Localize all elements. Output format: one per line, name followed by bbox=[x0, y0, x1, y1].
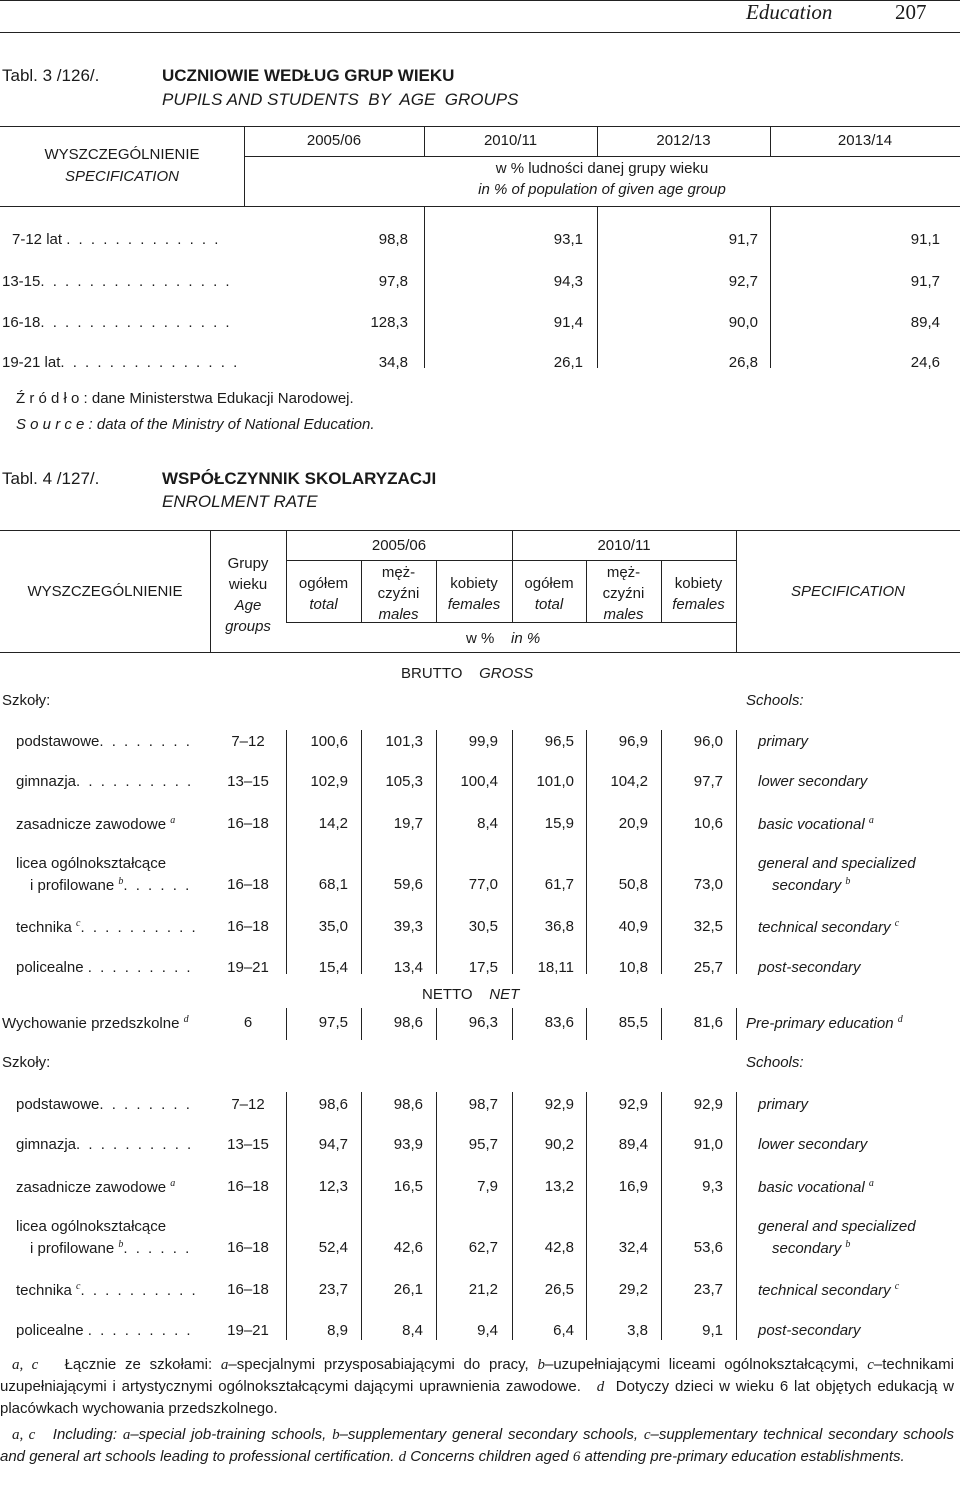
value-2005-females: 95,7 bbox=[468, 1136, 498, 1153]
table4-year-2010: 2010/11 bbox=[597, 537, 651, 554]
table3-year-2010: 2010/11 bbox=[483, 132, 538, 149]
row-label-cont: i profilowane bbox=[30, 877, 115, 894]
value-2010-females: 81,6 bbox=[693, 1014, 723, 1031]
value-2005-males: 8,4 bbox=[402, 1322, 423, 1339]
value-2010-males: 96,9 bbox=[618, 733, 648, 750]
col-males-en: males bbox=[603, 606, 644, 623]
table3-source-pl bbox=[16, 390, 354, 407]
age-group: 16–18 bbox=[227, 815, 269, 832]
table3-spec-en: SPECIFICATION bbox=[65, 168, 179, 185]
value-2010-females: 23,7 bbox=[693, 1281, 723, 1298]
col-total-b bbox=[512, 573, 586, 615]
value-2005-total: 102,9 bbox=[310, 773, 348, 790]
value-2010-males: 85,5 bbox=[618, 1014, 648, 1031]
col-total-en: total bbox=[534, 596, 564, 613]
value-2013: 24,6 bbox=[910, 354, 940, 371]
leader-dots: . . . . . . . . . . . . . . . . bbox=[40, 314, 232, 331]
value-2010-total: 90,2 bbox=[544, 1136, 574, 1153]
row-label: licea ogólnokształcące bbox=[16, 1218, 167, 1235]
footnote-mark: c bbox=[76, 918, 81, 929]
table3-title-en: PUPILS AND STUDENTS BY AGE GROUPS bbox=[162, 90, 519, 109]
col-age-l2: wieku bbox=[228, 576, 268, 593]
col-males-pl1: męż- bbox=[381, 564, 416, 581]
value-2010-males: 10,8 bbox=[618, 959, 648, 976]
row-label: podstawowe bbox=[16, 1096, 100, 1113]
unit-pl: w % bbox=[466, 630, 495, 647]
value-2010-total: 6,4 bbox=[553, 1322, 574, 1339]
footnote-mark: a bbox=[868, 815, 874, 826]
value-2005-males: 19,7 bbox=[393, 815, 423, 832]
value-2010: 93,1 bbox=[553, 231, 583, 248]
footnote-text: Łącznie ze szkołami: bbox=[64, 1356, 213, 1373]
table3-title-pl: UCZNIOWIE WEDŁUG GRUP WIEKU bbox=[162, 66, 455, 85]
leader-dots: . . . . . . . . . . bbox=[80, 919, 198, 936]
table3-unit-en: in % of population of given age group bbox=[478, 181, 726, 198]
value-2005-males: 39,3 bbox=[393, 918, 423, 935]
value-2005: 97,8 bbox=[378, 273, 408, 290]
value-2010-males: 50,8 bbox=[618, 876, 648, 893]
value-2010-total: 15,9 bbox=[544, 815, 574, 832]
age-group: 16–18 bbox=[227, 1178, 269, 1195]
value-2005-males: 101,3 bbox=[385, 733, 423, 750]
source-text-pl: dane Ministerstwa Edukacji Narodowej. bbox=[91, 390, 354, 407]
footnote-mark-b: b bbox=[537, 1357, 545, 1373]
schools-label-pl: Szkoły: bbox=[2, 692, 51, 709]
value-2005-females: 100,4 bbox=[460, 773, 498, 790]
leader-dots: . . . . . . . . . bbox=[87, 959, 193, 976]
value-2005-males: 42,6 bbox=[393, 1239, 423, 1256]
value-2012: 26,8 bbox=[728, 354, 758, 371]
value-2010-males: 104,2 bbox=[610, 773, 648, 790]
age-group: 6 bbox=[243, 1014, 253, 1031]
value-2010: 26,1 bbox=[553, 354, 583, 371]
footnote-mark-c: c bbox=[643, 1427, 651, 1443]
col-age-l3: Age bbox=[234, 597, 262, 614]
leader-dots: . . . . . . bbox=[123, 877, 192, 894]
row-label-en-cont: secondary bbox=[772, 877, 842, 894]
row-label-en: general and specialized bbox=[758, 855, 916, 872]
footnote-marks: a, c bbox=[12, 1357, 39, 1373]
age-group: 7–12 bbox=[231, 733, 265, 750]
table3-spec-pl: WYSZCZEGÓLNIENIE bbox=[44, 146, 200, 163]
value-2010-total: 26,5 bbox=[544, 1281, 574, 1298]
leader-dots: . . . . . . . . . . . . . . . bbox=[60, 354, 240, 371]
running-header-section: Education bbox=[746, 0, 833, 24]
table4-spec-en: SPECIFICATION bbox=[791, 583, 905, 600]
row-label: 13-15 bbox=[2, 273, 41, 290]
table4-title-pl: WSPÓŁCZYNNIK SKOLARYZACJI bbox=[162, 469, 437, 488]
footnote-mark-d: d bbox=[596, 1379, 605, 1395]
col-males-b bbox=[586, 562, 661, 625]
table3-year-2005: 2005/06 bbox=[306, 132, 362, 149]
footnote-mark: b bbox=[845, 876, 851, 887]
value-2010-males: 29,2 bbox=[618, 1281, 648, 1298]
value-2010-males: 92,9 bbox=[618, 1096, 648, 1113]
footnote-mark-d: d bbox=[398, 1449, 407, 1465]
value-2010-total: 101,0 bbox=[536, 773, 574, 790]
footnote-mark-c: c bbox=[867, 1357, 874, 1373]
footnote-pl bbox=[0, 1354, 954, 1419]
footnote-text: –uzupełniającymi liceami ogólnokształcącymi, bbox=[544, 1356, 859, 1373]
value-2005-females: 99,9 bbox=[468, 733, 498, 750]
value-2005-females: 17,5 bbox=[468, 959, 498, 976]
row-label: policealne bbox=[16, 959, 84, 976]
value-2010-males: 40,9 bbox=[618, 918, 648, 935]
page-number: 207 bbox=[895, 0, 927, 24]
value-2013: 91,1 bbox=[910, 231, 940, 248]
row-label: 19-21 lat bbox=[2, 354, 61, 371]
footnote-text: attending pre-primary education establishments. bbox=[584, 1448, 905, 1465]
unit-label bbox=[466, 630, 540, 647]
col-males-en: males bbox=[378, 606, 419, 623]
footnote-marks: a, c bbox=[12, 1427, 36, 1443]
value-2010-total: 42,8 bbox=[544, 1239, 574, 1256]
value-2005: 98,8 bbox=[378, 231, 408, 248]
value-2010-total: 83,6 bbox=[544, 1014, 574, 1031]
source-label-en: S o u r c e : bbox=[16, 416, 93, 433]
footnote-mark-a: a bbox=[220, 1357, 229, 1373]
value-2005-total: 35,0 bbox=[318, 918, 348, 935]
col-males-pl1: męż- bbox=[606, 564, 641, 581]
col-females-a bbox=[436, 573, 512, 615]
value-2010-females: 92,9 bbox=[693, 1096, 723, 1113]
gross-pl: BRUTTO bbox=[401, 665, 463, 682]
leader-dots: . . . . . . . . . . . . . . . . bbox=[40, 273, 232, 290]
row-label-en: post-secondary bbox=[758, 1322, 861, 1339]
value-2012: 91,7 bbox=[728, 231, 758, 248]
row-label-en: lower secondary bbox=[758, 1136, 868, 1153]
value-2010-females: 53,6 bbox=[693, 1239, 723, 1256]
col-females-en: females bbox=[447, 596, 501, 613]
row-label-en: general and specialized bbox=[758, 1218, 916, 1235]
value-2010-females: 9,3 bbox=[702, 1178, 723, 1195]
value-2005-total: 23,7 bbox=[318, 1281, 348, 1298]
row-label: zasadnicze zawodowe bbox=[16, 816, 167, 833]
footnote-text: Including: bbox=[52, 1426, 117, 1443]
schools-label-en-net: Schools: bbox=[746, 1054, 804, 1071]
source-label-pl: Ź r ó d ł o : bbox=[16, 390, 88, 407]
footnote-mark: a bbox=[170, 1178, 176, 1189]
value-2010-males: 3,8 bbox=[627, 1322, 648, 1339]
row-label: zasadnicze zawodowe bbox=[16, 1179, 167, 1196]
value-2005: 128,3 bbox=[370, 314, 408, 331]
value-2005-males: 93,9 bbox=[393, 1136, 423, 1153]
net-pl: NETTO bbox=[422, 986, 473, 1003]
footnote-text: Dotyczy dzieci w wieku 6 lat objętych edukacją w placówkach wychowania przedszkolnego. bbox=[0, 1378, 954, 1417]
row-label: policealne bbox=[16, 1322, 84, 1339]
age-group: 19–21 bbox=[227, 1322, 269, 1339]
schools-label-pl-net: Szkoły: bbox=[2, 1054, 51, 1071]
footnote-mark: b bbox=[118, 1239, 124, 1250]
value-2013: 89,4 bbox=[910, 314, 940, 331]
age-group: 16–18 bbox=[227, 918, 269, 935]
footnote-mark: c bbox=[76, 1281, 81, 1292]
age-group: 7–12 bbox=[231, 1096, 265, 1113]
value-2010-females: 32,5 bbox=[693, 918, 723, 935]
row-label-en: technical secondary bbox=[758, 919, 891, 936]
value-2010-males: 32,4 bbox=[618, 1239, 648, 1256]
col-age-l1: Grupy bbox=[227, 555, 269, 572]
col-females-pl: kobiety bbox=[450, 575, 498, 592]
footnote-number: 6 bbox=[572, 1449, 581, 1465]
age-group: 16–18 bbox=[227, 1281, 269, 1298]
row-label-en: basic vocational bbox=[758, 816, 865, 833]
col-females-pl: kobiety bbox=[674, 575, 723, 592]
footnote-en bbox=[0, 1424, 954, 1468]
value-2005-total: 8,9 bbox=[327, 1322, 348, 1339]
row-label-cont: i profilowane bbox=[30, 1240, 115, 1257]
footnote-mark: b bbox=[845, 1239, 851, 1250]
value-2005-total: 68,1 bbox=[318, 876, 348, 893]
table4-spec-pl: WYSZCZEGÓLNIENIE bbox=[27, 583, 183, 600]
value-2010-males: 89,4 bbox=[618, 1136, 648, 1153]
row-label: podstawowe bbox=[16, 733, 100, 750]
footnote-text: –technikami uzupełniającymi i artystycznymi ogólnokształcącymi dającymi uprawnienia zawodowe. bbox=[0, 1356, 954, 1395]
leader-dots: . . . . . . . . . . bbox=[76, 1136, 194, 1153]
value-2005-females: 7,9 bbox=[477, 1178, 498, 1195]
col-males-pl2: czyźni bbox=[602, 585, 645, 602]
footnote-mark: a bbox=[868, 1178, 874, 1189]
leader-dots: . . . . . . . . bbox=[99, 1096, 192, 1113]
footnote-mark: b bbox=[118, 876, 124, 887]
footnote-text: –supplementary technical secondary schools and general art schools leading to professional certification. bbox=[0, 1426, 955, 1465]
leader-dots: . . . . . . . . . . bbox=[76, 773, 194, 790]
col-age-l4: groups bbox=[225, 618, 271, 635]
footnote-text: –special job-training schools, bbox=[130, 1426, 327, 1443]
col-age-groups bbox=[210, 553, 286, 637]
value-2005-total: 98,6 bbox=[318, 1096, 348, 1113]
value-2005-total: 100,6 bbox=[310, 733, 348, 750]
value-2012: 90,0 bbox=[728, 314, 758, 331]
value-2010-females: 73,0 bbox=[693, 876, 723, 893]
footnote-text: –specjalnymi przysposabiającymi do pracy, bbox=[228, 1356, 529, 1373]
leader-dots: . . . . . . . . . bbox=[87, 1322, 193, 1339]
row-label: technika bbox=[16, 919, 72, 936]
footnote-mark-b: b bbox=[332, 1427, 340, 1443]
age-group: 16–18 bbox=[227, 876, 269, 893]
value-2010: 91,4 bbox=[553, 314, 583, 331]
age-group: 19–21 bbox=[227, 959, 269, 976]
col-total-pl: ogółem bbox=[298, 575, 349, 592]
value-2005-total: 94,7 bbox=[318, 1136, 348, 1153]
row-label: 7-12 lat bbox=[12, 231, 63, 248]
col-males-pl2: czyźni bbox=[377, 585, 420, 602]
row-label: 16-18 bbox=[2, 314, 41, 331]
col-males-a bbox=[361, 562, 436, 625]
col-females-b bbox=[661, 573, 736, 615]
row-label: gimnazja bbox=[16, 773, 77, 790]
table3-source-en bbox=[16, 416, 375, 433]
row-label-en: post-secondary bbox=[758, 959, 861, 976]
footnote-mark-a: a bbox=[122, 1427, 131, 1443]
row-label-en: basic vocational bbox=[758, 1179, 865, 1196]
value-2010-total: 96,5 bbox=[544, 733, 574, 750]
table4-title-en: ENROLMENT RATE bbox=[162, 492, 318, 511]
value-2005-total: 12,3 bbox=[318, 1178, 348, 1195]
footnote-mark: c bbox=[894, 918, 900, 929]
value-2010-females: 97,7 bbox=[693, 773, 723, 790]
table3-label: Tabl. 3 /126/. bbox=[2, 66, 100, 85]
row-label-en: lower secondary bbox=[758, 773, 868, 790]
value-2005-females: 8,4 bbox=[477, 815, 498, 832]
section-gross bbox=[401, 665, 533, 682]
col-total-en: total bbox=[309, 596, 338, 613]
age-group: 13–15 bbox=[227, 1136, 269, 1153]
value-2010: 94,3 bbox=[553, 273, 583, 290]
value-2005-total: 97,5 bbox=[318, 1014, 348, 1031]
col-total-pl: ogółem bbox=[524, 575, 574, 592]
value-2010-females: 96,0 bbox=[693, 733, 723, 750]
unit-en: in % bbox=[511, 630, 541, 647]
leader-dots: . . . . . . . . . . . . . bbox=[66, 231, 221, 248]
value-2010-females: 91,0 bbox=[693, 1136, 723, 1153]
value-2010-females: 25,7 bbox=[693, 959, 723, 976]
value-2005-males: 26,1 bbox=[393, 1281, 423, 1298]
value-2005-females: 30,5 bbox=[468, 918, 498, 935]
table4-label: Tabl. 4 /127/. bbox=[2, 469, 100, 488]
leader-dots: . . . . . . . . . . bbox=[80, 1282, 198, 1299]
leader-dots: . . . . . . bbox=[123, 1240, 192, 1257]
value-2005-males: 13,4 bbox=[393, 959, 423, 976]
table4-year-2005: 2005/06 bbox=[371, 537, 427, 554]
footnote-mark: d bbox=[897, 1014, 903, 1025]
value-2005-males: 16,5 bbox=[393, 1178, 423, 1195]
table3-year-2012: 2012/13 bbox=[656, 132, 711, 149]
source-text-en: data of the Ministry of National Education. bbox=[96, 416, 375, 433]
row-label-en: Pre-primary education bbox=[746, 1015, 894, 1032]
value-2010-total: 92,9 bbox=[544, 1096, 574, 1113]
row-label: licea ogólnokształcące bbox=[16, 855, 167, 872]
value-2005-females: 62,7 bbox=[468, 1239, 498, 1256]
value-2005-females: 9,4 bbox=[477, 1322, 498, 1339]
value-2010-males: 20,9 bbox=[618, 815, 648, 832]
value-2005-males: 98,6 bbox=[393, 1014, 423, 1031]
footnote-text: Concerns children aged bbox=[410, 1448, 569, 1465]
value-2010-females: 10,6 bbox=[693, 815, 723, 832]
footnote-mark: c bbox=[894, 1281, 900, 1292]
value-2010-total: 18,11 bbox=[537, 959, 574, 976]
age-group: 16–18 bbox=[227, 1239, 269, 1256]
value-2005-males: 105,3 bbox=[385, 773, 423, 790]
value-2010-total: 36,8 bbox=[544, 918, 574, 935]
table3-unit-pl: w % ludności danej grupy wieku bbox=[495, 160, 709, 177]
row-label: technika bbox=[16, 1282, 72, 1299]
age-group: 13–15 bbox=[227, 773, 269, 790]
value-2005-females: 96,3 bbox=[468, 1014, 498, 1031]
value-2013: 91,7 bbox=[910, 273, 940, 290]
value-2005-females: 98,7 bbox=[468, 1096, 498, 1113]
table3-year-2013: 2013/14 bbox=[837, 132, 893, 149]
value-2005-females: 21,2 bbox=[468, 1281, 498, 1298]
leader-dots: . . . . . . . . bbox=[99, 733, 192, 750]
row-label: gimnazja bbox=[16, 1136, 77, 1153]
footnote-text: –supplementary general secondary schools, bbox=[339, 1426, 639, 1443]
row-label-en: primary bbox=[758, 1096, 809, 1113]
value-2005-total: 14,2 bbox=[318, 815, 348, 832]
col-total-a bbox=[286, 573, 361, 615]
footnote-mark: a bbox=[170, 815, 176, 826]
value-2010-males: 16,9 bbox=[618, 1178, 648, 1195]
schools-label-en: Schools: bbox=[746, 692, 804, 709]
gross-en: GROSS bbox=[479, 665, 534, 682]
net-en: NET bbox=[489, 986, 520, 1003]
value-2005-males: 98,6 bbox=[393, 1096, 423, 1113]
row-label-en-cont: secondary bbox=[772, 1240, 842, 1257]
value-2005: 34,8 bbox=[378, 354, 408, 371]
value-2010-females: 9,1 bbox=[702, 1322, 723, 1339]
value-2010-total: 61,7 bbox=[544, 876, 574, 893]
row-label: Wychowanie przedszkolne bbox=[2, 1015, 180, 1032]
row-label-en: primary bbox=[758, 733, 809, 750]
value-2005-total: 15,4 bbox=[318, 959, 348, 976]
footnote-mark: d bbox=[183, 1014, 189, 1025]
value-2005-males: 59,6 bbox=[393, 876, 423, 893]
value-2005-females: 77,0 bbox=[468, 876, 498, 893]
section-net bbox=[422, 986, 519, 1003]
col-females-en: females bbox=[672, 596, 725, 613]
value-2005-total: 52,4 bbox=[318, 1239, 348, 1256]
value-2012: 92,7 bbox=[728, 273, 758, 290]
row-label-en: technical secondary bbox=[758, 1282, 891, 1299]
value-2010-total: 13,2 bbox=[544, 1178, 574, 1195]
